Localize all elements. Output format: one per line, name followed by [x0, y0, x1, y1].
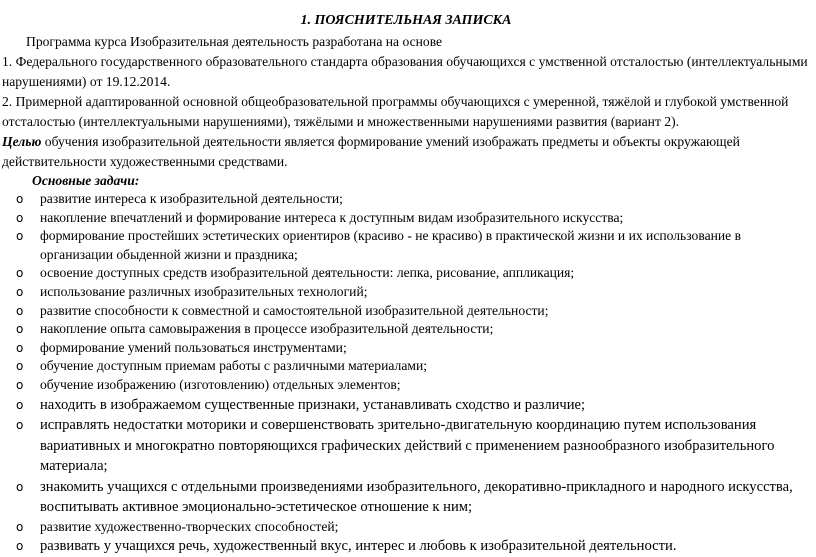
bullet-icon: o — [16, 479, 24, 494]
bullet-icon: o — [16, 397, 24, 412]
tasks-list — [2, 190, 810, 557]
bullet-icon: o — [16, 359, 24, 374]
goal-paragraph — [2, 132, 810, 172]
bullet-icon: o — [16, 322, 24, 337]
list-item: o находить в изображаемом существенные признаки, устанавливать сходство и различие; — [2, 395, 810, 416]
list-item: o накопление опыта самовыражения в процессе изобразительной деятельности; — [2, 320, 810, 339]
list-item: o развивать у учащихся речь, художественный вкус, интерес и любовь к изобразительной деятельности. — [2, 536, 810, 557]
goal-text: обучения изобразительной деятельности является формирование умений изображать предметы и объекты окружающей действительности художественными средствами. — [2, 134, 740, 169]
bullet-icon: o — [16, 192, 24, 206]
list-item: o развитие способности к совместной и самостоятельной изобразительной деятельности; — [2, 302, 810, 321]
bullet-icon: o — [16, 266, 24, 281]
intro-paragraph: Программа курса Изобразительная деятельность разработана на основе — [26, 34, 443, 49]
bullet-icon: o — [16, 539, 24, 554]
bullet-icon: o — [16, 284, 24, 299]
list-item: o формирование простейших эстетических ориентиров (красиво - не красиво) в практической жизни и их использование в организации обыденной жизни и праздника; — [16, 228, 742, 262]
document-title: 1. ПОЯСНИТЕЛЬНАЯ ЗАПИСКА — [300, 13, 512, 28]
bullet-icon: o — [16, 210, 24, 225]
list-item: o исправлять недостатки моторики и совершенствовать зрительно-двигательную координацию путем использования вариативных и многократно повторяющихся графических действий с применением разнообразного изобразительного материала; — [16, 417, 775, 475]
list-item: o обучение изображению (изготовлению) отдельных элементов; — [2, 376, 810, 395]
bullet-icon: o — [16, 519, 24, 534]
list-item: o освоение доступных средств изобразительной деятельности: лепка, рисование, аппликация; — [2, 264, 810, 283]
basis-item-1: 1. Федерального государственного образовательного стандарта образования обучающихся с умственной отсталостью (интеллектуальными нарушениями) от 19.12.2014. — [2, 54, 808, 89]
list-item: o обучение доступным приемам работы с различными материалами; — [2, 357, 810, 376]
tasks-heading: Основные задачи: — [32, 173, 140, 188]
bullet-icon: o — [16, 340, 24, 355]
bullet-icon: o — [16, 229, 24, 244]
list-item: o формирование умений пользоваться инструментами; — [2, 339, 810, 358]
list-item: o знакомить учащихся с отдельными произведениями изобразительного, декоративно-прикладного и народного искусства, воспитывать активное эмоционально-эстетическое отношение к ним; — [16, 478, 793, 516]
list-item: o развитие художественно-творческих способностей; — [2, 518, 810, 537]
list-item: o развитие интереса к изобразительной деятельности; — [2, 190, 810, 209]
bullet-icon: o — [16, 377, 24, 392]
list-item: o использование различных изобразительных технологий; — [2, 283, 810, 302]
goal-label: Целью — [2, 134, 42, 149]
bullet-icon: o — [16, 303, 24, 318]
basis-item-2: 2. Примерной адаптированной основной общеобразовательной программы обучающихся с умеренной, тяжёлой и глубокой умственной отсталостью (интеллектуальными нарушениями), тяжёлыми и множественными нарушениями развития (вариант 2). — [2, 94, 789, 129]
list-item: o накопление впечатлений и формирование интереса к доступным видам изобразительного искусства; — [2, 209, 810, 228]
bullet-icon: o — [16, 418, 24, 433]
